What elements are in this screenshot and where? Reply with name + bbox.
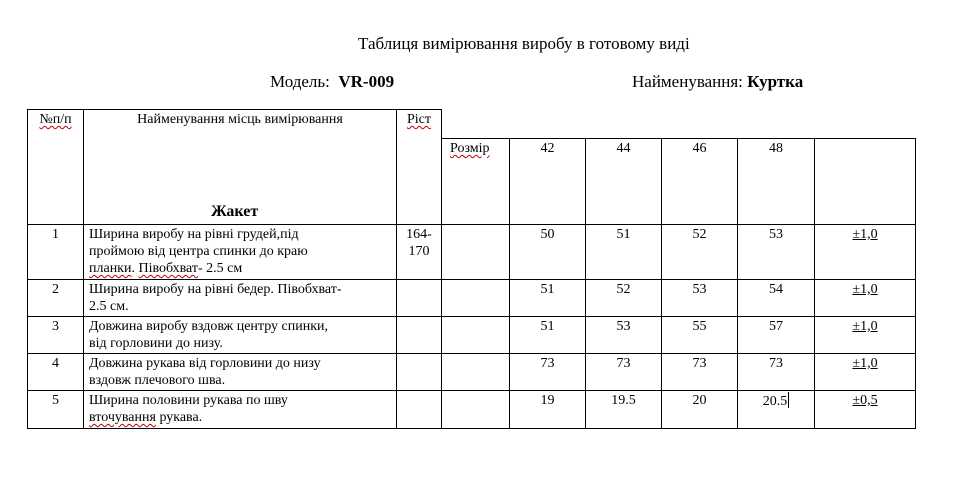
- product-name-label: Найменування:: [632, 72, 743, 91]
- model-line: [270, 72, 394, 92]
- model-label: Модель:: [270, 72, 330, 91]
- value-42: 19: [540, 393, 555, 408]
- value-42: 50: [540, 227, 555, 242]
- tolerance: ±1,0: [852, 356, 878, 371]
- value-46: 73: [692, 356, 707, 371]
- document-title: Таблиця вимірювання виробу в готовому виді: [358, 34, 690, 53]
- size-44: 44: [616, 141, 631, 156]
- tolerance: ±1,0: [852, 282, 878, 297]
- value-44: 53: [616, 319, 631, 334]
- value-44: 73: [616, 356, 631, 371]
- header-measure: Найменування місць вимірювання: [137, 112, 343, 127]
- value-48: 54: [769, 282, 783, 297]
- value-46: 55: [692, 319, 707, 334]
- header-num: №п/п: [39, 112, 72, 127]
- product-name-line: [632, 72, 803, 92]
- size-42: 42: [540, 141, 555, 156]
- size-46: 46: [692, 141, 707, 156]
- size-48: 48: [769, 141, 783, 156]
- tolerance: ±1,0: [852, 227, 878, 242]
- row-num: 2: [52, 282, 59, 297]
- value-42: 73: [540, 356, 555, 371]
- value-46: 53: [692, 282, 707, 297]
- product-name-value: Куртка: [747, 72, 804, 91]
- value-42: 51: [540, 282, 555, 297]
- value-48: 57: [769, 319, 783, 334]
- row-description: Довжина рукава від горловини до низу вздовж плечового шва.: [89, 356, 321, 388]
- row-description: Ширина половини рукава по шву вточування рукава.: [89, 393, 288, 425]
- value-48[interactable]: 20.5: [762, 394, 788, 409]
- row-description: Довжина виробу вздовж центру спинки, від горловини до низу.: [89, 319, 328, 351]
- row-description: Ширина виробу на рівні грудей,під проймою від центра спинки до краю планки. Півобхват- 2.5 см: [89, 227, 308, 276]
- model-value: VR-009: [338, 72, 395, 91]
- value-48: 73: [769, 356, 783, 371]
- row-num: 4: [52, 356, 59, 371]
- value-44: 52: [616, 282, 631, 297]
- value-44: 51: [616, 227, 631, 242]
- header-height: Ріст: [406, 112, 431, 127]
- section-title: Жакет: [211, 203, 259, 220]
- value-44: 19.5: [611, 393, 636, 408]
- height-value: 164- 170: [406, 227, 432, 259]
- text-cursor: [788, 392, 789, 408]
- tolerance: ±1,0: [852, 319, 878, 334]
- value-46: 20: [692, 393, 707, 408]
- tolerance: ±0,5: [852, 393, 878, 408]
- row-num: 5: [52, 393, 59, 408]
- row-num: 3: [52, 319, 59, 334]
- header-size: Розмір: [450, 141, 490, 156]
- value-42: 51: [540, 319, 555, 334]
- row-description: Ширина виробу на рівні бедер. Півобхват- 2.5 см.: [89, 282, 342, 314]
- row-num: 1: [52, 227, 59, 242]
- value-48: 53: [769, 227, 783, 242]
- value-46: 52: [692, 227, 707, 242]
